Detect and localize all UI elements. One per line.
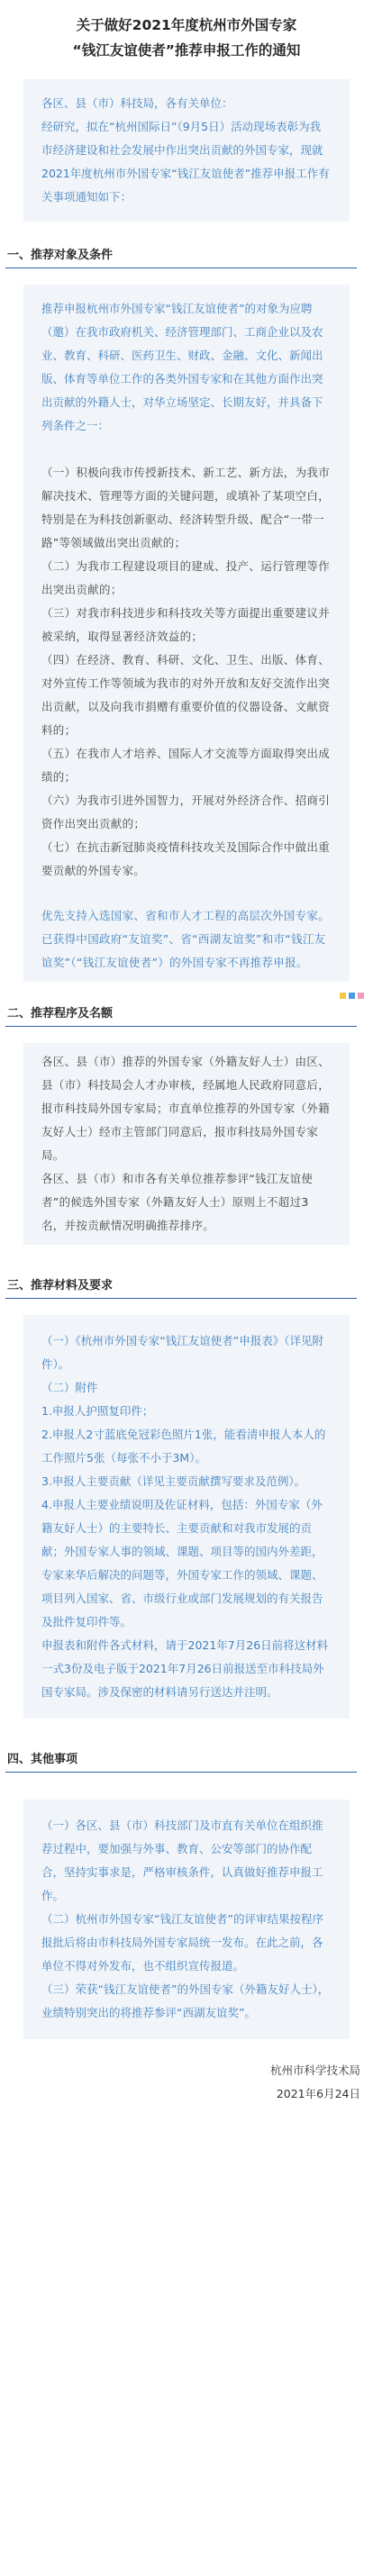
- page-title: [0, 0, 373, 63]
- section-2-para: 各区、县（市）和市各有关单位推荐参评“钱江友谊使者”的候选外国专家（外籍友好人士）原则上不超过3名，并按贡献情况明确推荐排序。: [41, 1172, 314, 1232]
- section-2-heading: 二、推荐程序及名额: [7, 1007, 114, 1020]
- section-divider: [5, 1026, 357, 1027]
- signature: [0, 2039, 373, 2106]
- condition-item: （七）在抗击新冠肺炎疫情科技攻关及国际合作中做出重要贡献的外国专家。: [41, 840, 331, 877]
- condition-item: （三）对我市科技进步和科技攻关等方面提出重要建议并被采纳，取得显著经济效益的；: [41, 606, 331, 643]
- intro-body: 经研究，拟在“杭州国际日”（9月5日）活动现场表彰为我市经济建设和社会发展中作出突出贡献的外国专家，现就2021年度杭州市外国专家“钱江友谊使者”推荐申报工作有关事项通知如下：: [41, 120, 330, 204]
- page-title-line-2: “钱江友谊使者”推荐申报工作的通知: [72, 42, 301, 59]
- signature-date: 2021年6月24日: [276, 2087, 360, 2100]
- condition-item: （四）在经济、教育、科研、文化、卫生、出版、体育、对外宣传工作等领域为我市的对外开放和友好交流作出突出贡献，以及向我市捐赠有重要价值的仪器设备、文献资料的；: [41, 653, 331, 737]
- section-1-lead: 推荐申报杭州市外国专家“钱江友谊使者”的对象为应聘（邀）在我市政府机关、经济管理部门、工商企业以及农业、教育、科研、医药卫生、财政、金融、文化、新闻出版、体育等单位工作的各类外国专家和在其他方面作出突出贡献的外籍人士，对华立场坚定、长期友好，并具备下列条件之一：: [41, 302, 323, 432]
- material-item: 申报表和附件各式材料，请于2021年7月26日前将这材料一式3份及电子版于2021年7月26日前报送至市科技局外国专家局。涉及保密的材料请另行送达并注明。: [41, 1638, 329, 1699]
- material-item: （一）《杭州市外国专家“钱江友谊使者”申报表》（详见附件）。: [41, 1334, 323, 1371]
- section-1-header: [0, 236, 373, 268]
- section-4-heading: 四、其他事项: [7, 1753, 78, 1766]
- signature-org: 杭州市科学技术局: [269, 2064, 360, 2077]
- material-item: 4.申报人主要业绩说明及佐证材料，包括：外国专家（外籍友好人士）的主要特长、主要贡献和对我市发展的贡献；外国专家人事的领域、课题、项目等的国内外差距，专家来华后解决的问题等，外国专家工作的领域、课题、项目列入国家、省、市级行业或部门发展规划的有关报告及批件复印件等。: [41, 1498, 323, 1628]
- section-3-heading: 三、推荐材料及要求: [7, 1279, 114, 1293]
- section-1-note: 优先支持入选国家、省和市人才工程的高层次外国专家。已获得中国政府“友谊奖”、省“西湖友谊奖”和市“钱江友谊奖”（“钱江友谊使者”）的外国专家不再推荐申报。: [41, 909, 331, 969]
- section-1-items-box: [23, 450, 350, 982]
- section-2-header: [0, 994, 373, 1027]
- section-2-para: 各区、县（市）推荐的外国专家（外籍友好人士）由区、县（市）科技局会人才办审核，经属地人民政府同意后，报市科技局外国专家局；市直单位推荐的外国专家（外籍友好人士）经市主管部门同意后，报市科技局外国专家局。: [41, 1055, 331, 1162]
- section-2-box: [23, 1043, 350, 1245]
- dot-pink: [358, 993, 364, 999]
- other-item: （二）杭州市外国专家“钱江友谊使者”的评审结果按程序报批后将由市科技局外国专家局统一发布。在此之前，各单位不得对外发布，也不组织宣传报道。: [41, 1912, 323, 1973]
- section-divider: [5, 1298, 357, 1299]
- condition-item: （五）在我市人才培养、国际人才交流等方面取得突出成绩的；: [41, 747, 331, 784]
- dot-blue: [349, 993, 355, 999]
- section-4-box: [23, 1800, 350, 2039]
- intro-box: [23, 79, 350, 222]
- decorative-dots: [340, 993, 364, 999]
- section-divider: [5, 1772, 357, 1773]
- material-item: 1.申报人护照复印件；: [41, 1404, 154, 1418]
- material-item: （二）附件: [41, 1381, 98, 1394]
- section-3-header: [0, 1266, 373, 1299]
- material-item: 2.申报人2寸蓝底免冠彩色照片1张，能看清申报人本人的工作照片5张（每张不小于3M）。: [41, 1428, 326, 1465]
- material-item: 3.申报人主要贡献（详见主要贡献撰写要求及范例）。: [41, 1474, 306, 1488]
- section-4-header: [0, 1740, 373, 1773]
- other-item: （三）荣获“钱江友谊使者”的外国专家（外籍友好人士），业绩特别突出的将推荐参评“西湖友谊奖”。: [41, 1982, 330, 2019]
- dot-yellow: [340, 993, 346, 999]
- section-3-box: [23, 1315, 350, 1719]
- other-item: （一）各区、县（市）科技部门及市直有关单位在组织推荐过程中，要加强与外事、教育、公安等部门的协作配合，坚持实事求是，严格审核条件，认真做好推荐申报工作。: [41, 1819, 323, 1902]
- section-1-heading: 一、推荐对象及条件: [7, 249, 114, 262]
- condition-item: （二）为我市工程建设项目的建成、投产、运行管理等作出突出贡献的；: [41, 559, 331, 596]
- page-title-line-1: 关于做好2021年度杭州市外国专家: [76, 17, 297, 33]
- intro-greeting: 各区、县（市）科技局，各有关单位：: [41, 96, 233, 110]
- condition-item: （一）积极向我市传授新技术、新工艺、新方法，为我市解决技术、管理等方面的关键问题，或填补了某项空白，特别是在为科技创新驱动、经济转型升级、配合“一带一路”等领域做出突出贡献的；: [41, 466, 331, 549]
- condition-item: （六）为我市引进外国智力，开展对外经济合作、招商引资作出突出贡献的；: [41, 794, 331, 830]
- section-1-lead-box: [23, 285, 350, 450]
